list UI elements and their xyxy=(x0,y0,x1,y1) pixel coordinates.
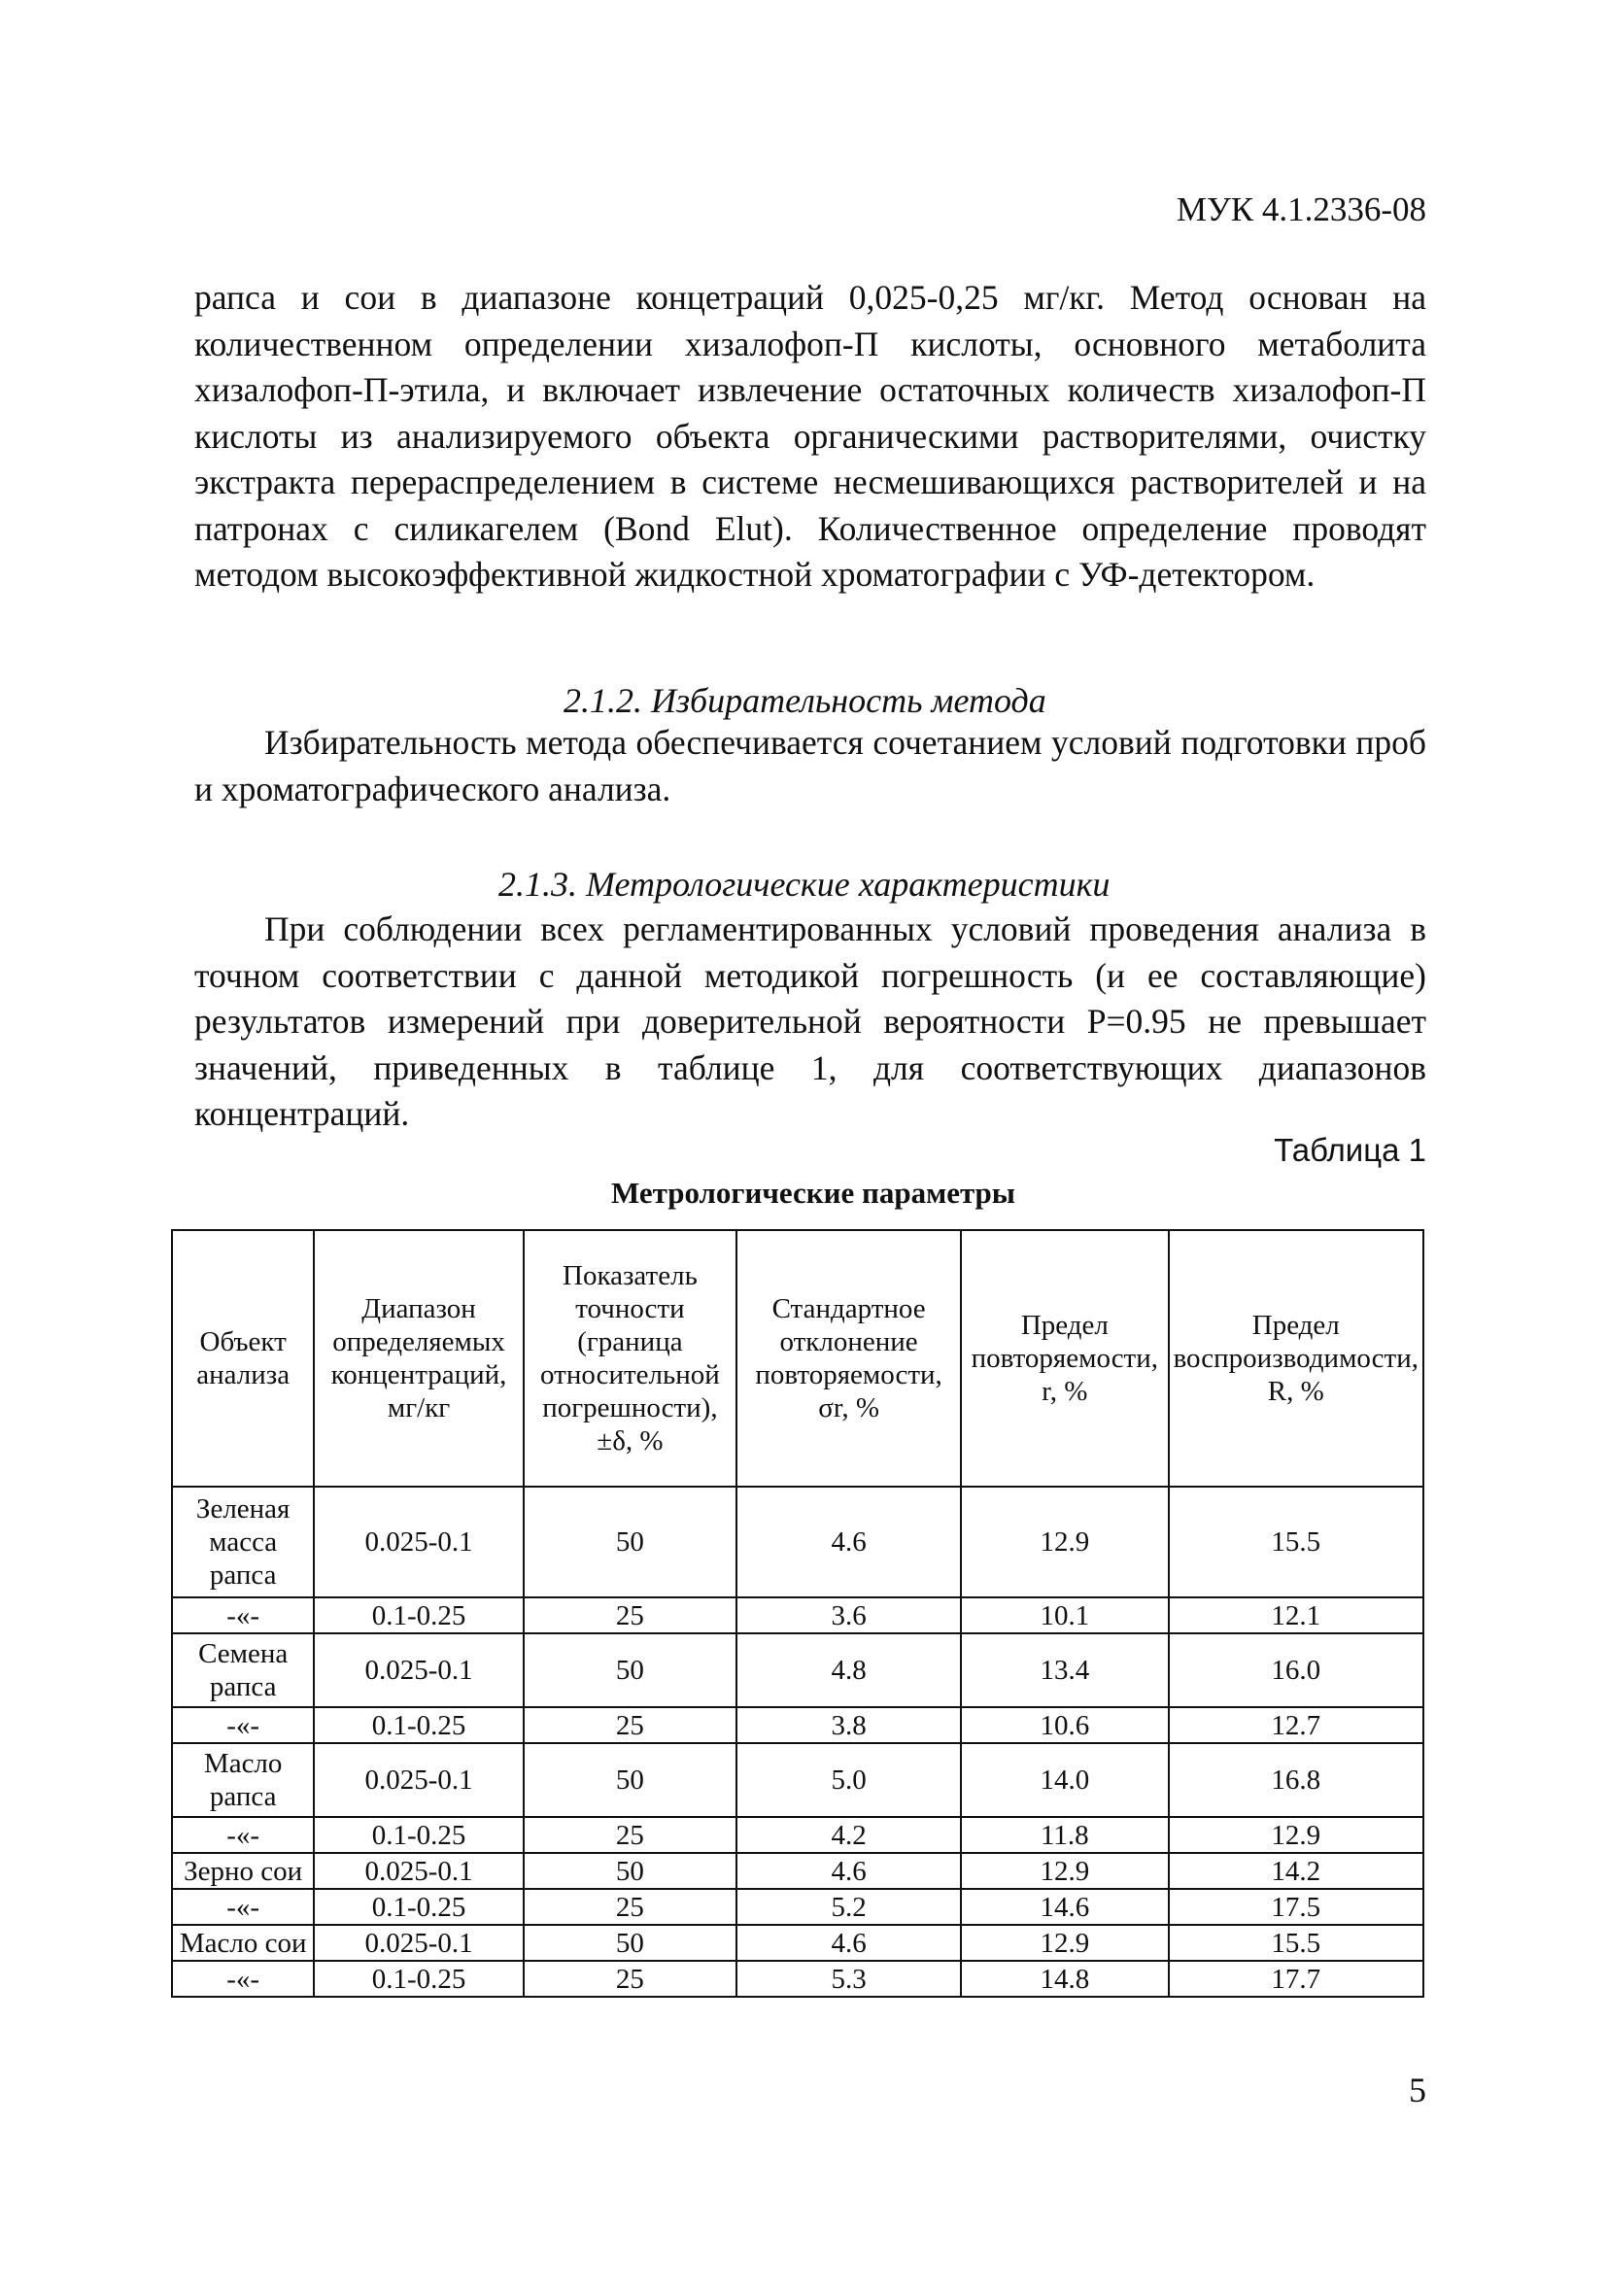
intro-paragraph: рапса и сои в диапазоне концетраций 0,025-0,25 мг/кг. Метод основан на количественном определении хизалофоп-П кислоты, основного метаболита хизалофоп-П-этила, и включает извлечение остаточных количеств хизалофоп-П кислоты из анализируемого объекта органическими растворителями, очистку экстракта перераспределением в системе несмешивающихся растворителей и на патронах с силикагелем (Bond Elut). Количественное определение проводят методом высокоэффективной жидкостной хроматографии с УФ-детектором. xyxy=(194,278,1426,594)
table-cell: 12.9 xyxy=(961,1925,1168,1961)
table-cell: 0.025-0.1 xyxy=(314,1925,523,1961)
table-cell: 0.1-0.25 xyxy=(314,1889,523,1925)
header-range: Диапазон определяемых концентраций, мг/кг xyxy=(314,1230,523,1487)
selectivity-paragraph: Избирательность метода обеспечивается сочетанием условий подготовки проб и хроматографического анализа. xyxy=(194,723,1426,808)
table-cell: Семена рапса xyxy=(172,1633,314,1707)
selectivity-heading: 2.1.2. Избирательность метода xyxy=(564,681,1046,720)
table-cell: 17.5 xyxy=(1169,1889,1423,1925)
table-cell: 5.0 xyxy=(736,1743,961,1817)
table-cell: 11.8 xyxy=(961,1817,1168,1853)
table-cell: 0.025-0.1 xyxy=(314,1633,523,1707)
table-row xyxy=(172,1889,1423,1925)
metrology-paragraph: При соблюдении всех регламентированных условий проведения анализа в точном соответствии с данной методикой погрешность (и ее составляющие) результатов измерений при доверительной вероятности P=0.95 не превышает значений, приведенных в таблице 1, для соответствующих диапазонов концентраций. xyxy=(194,909,1426,1133)
table-cell: -«- xyxy=(172,1889,314,1925)
table-cell: 16.8 xyxy=(1169,1743,1423,1817)
metrology-table xyxy=(171,1229,1424,1998)
header-reproducibility-limit: Предел воспроизводимости, R, % xyxy=(1169,1230,1423,1487)
table-row xyxy=(172,1707,1423,1743)
table-cell: 4.2 xyxy=(736,1817,961,1853)
table-cell: 12.1 xyxy=(1169,1597,1423,1633)
table-cell: 50 xyxy=(524,1633,736,1707)
table-cell: 0.1-0.25 xyxy=(314,1817,523,1853)
table-cell: -«- xyxy=(172,1597,314,1633)
table-cell: 50 xyxy=(524,1925,736,1961)
table-row xyxy=(172,1925,1423,1961)
table-cell: 13.4 xyxy=(961,1633,1168,1707)
table-cell: 50 xyxy=(524,1743,736,1817)
table-row xyxy=(172,1633,1423,1707)
table-cell: 10.1 xyxy=(961,1597,1168,1633)
table-row xyxy=(172,1487,1423,1597)
table-cell: 5.3 xyxy=(736,1961,961,1997)
table-cell: 10.6 xyxy=(961,1707,1168,1743)
table-row xyxy=(172,1597,1423,1633)
table-row xyxy=(172,1743,1423,1817)
metrology-heading: 2.1.3. Метрологические характеристики xyxy=(498,865,1111,904)
table-cell: 25 xyxy=(524,1707,736,1743)
table-cell: 12.9 xyxy=(1169,1817,1423,1853)
table-cell: -«- xyxy=(172,1817,314,1853)
table-cell: 25 xyxy=(524,1889,736,1925)
table-cell: Масло рапса xyxy=(172,1743,314,1817)
table-cell: 4.8 xyxy=(736,1633,961,1707)
table-cell: -«- xyxy=(172,1707,314,1743)
table-header-row xyxy=(172,1230,1423,1487)
header-repeatability-limit: Предел повторяемости, r, % xyxy=(961,1230,1168,1487)
table-cell: 0.1-0.25 xyxy=(314,1961,523,1997)
table-cell: 17.7 xyxy=(1169,1961,1423,1997)
table-cell: 50 xyxy=(524,1487,736,1597)
table-cell: 14.0 xyxy=(961,1743,1168,1817)
table-cell: 25 xyxy=(524,1961,736,1997)
table-row xyxy=(172,1961,1423,1997)
table-row xyxy=(172,1853,1423,1889)
table-title: Метрологические параметры xyxy=(610,1176,1016,1210)
table-cell: 12.9 xyxy=(961,1487,1168,1597)
table-cell: 0.1-0.25 xyxy=(314,1597,523,1633)
table-cell: 15.5 xyxy=(1169,1925,1423,1961)
document-code: МУК 4.1.2336-08 xyxy=(1176,190,1426,228)
table-cell: 15.5 xyxy=(1169,1487,1423,1597)
page-number: 5 xyxy=(1409,2071,1426,2109)
table-cell: 14.8 xyxy=(961,1961,1168,1997)
table-label: Таблица 1 xyxy=(1274,1132,1426,1168)
table-cell: 14.6 xyxy=(961,1889,1168,1925)
header-accuracy: Показатель точности (граница относительной погрешности), ±δ, % xyxy=(524,1230,736,1487)
table-cell: 3.6 xyxy=(736,1597,961,1633)
table-cell: 25 xyxy=(524,1817,736,1853)
table-cell: 25 xyxy=(524,1597,736,1633)
table-cell: Зерно сои xyxy=(172,1853,314,1889)
table-cell: 0.025-0.1 xyxy=(314,1853,523,1889)
table-cell: Зеленая масса рапса xyxy=(172,1487,314,1597)
table-cell: 16.0 xyxy=(1169,1633,1423,1707)
table-cell: 50 xyxy=(524,1853,736,1889)
table-cell: 0.025-0.1 xyxy=(314,1487,523,1597)
table-cell: 4.6 xyxy=(736,1853,961,1889)
table-row xyxy=(172,1817,1423,1853)
table-cell: 0.025-0.1 xyxy=(314,1743,523,1817)
table-cell: Масло сои xyxy=(172,1925,314,1961)
table-cell: 3.8 xyxy=(736,1707,961,1743)
table-cell: 0.1-0.25 xyxy=(314,1707,523,1743)
table-cell: 12.9 xyxy=(961,1853,1168,1889)
table-cell: 4.6 xyxy=(736,1925,961,1961)
header-std-deviation: Стандартное отклонение повторяемости, σr, % xyxy=(736,1230,961,1487)
table-cell: 4.6 xyxy=(736,1487,961,1597)
table-cell: 14.2 xyxy=(1169,1853,1423,1889)
table-cell: 5.2 xyxy=(736,1889,961,1925)
table-cell: 12.7 xyxy=(1169,1707,1423,1743)
header-object: Объект анализа xyxy=(172,1230,314,1487)
table-cell: -«- xyxy=(172,1961,314,1997)
